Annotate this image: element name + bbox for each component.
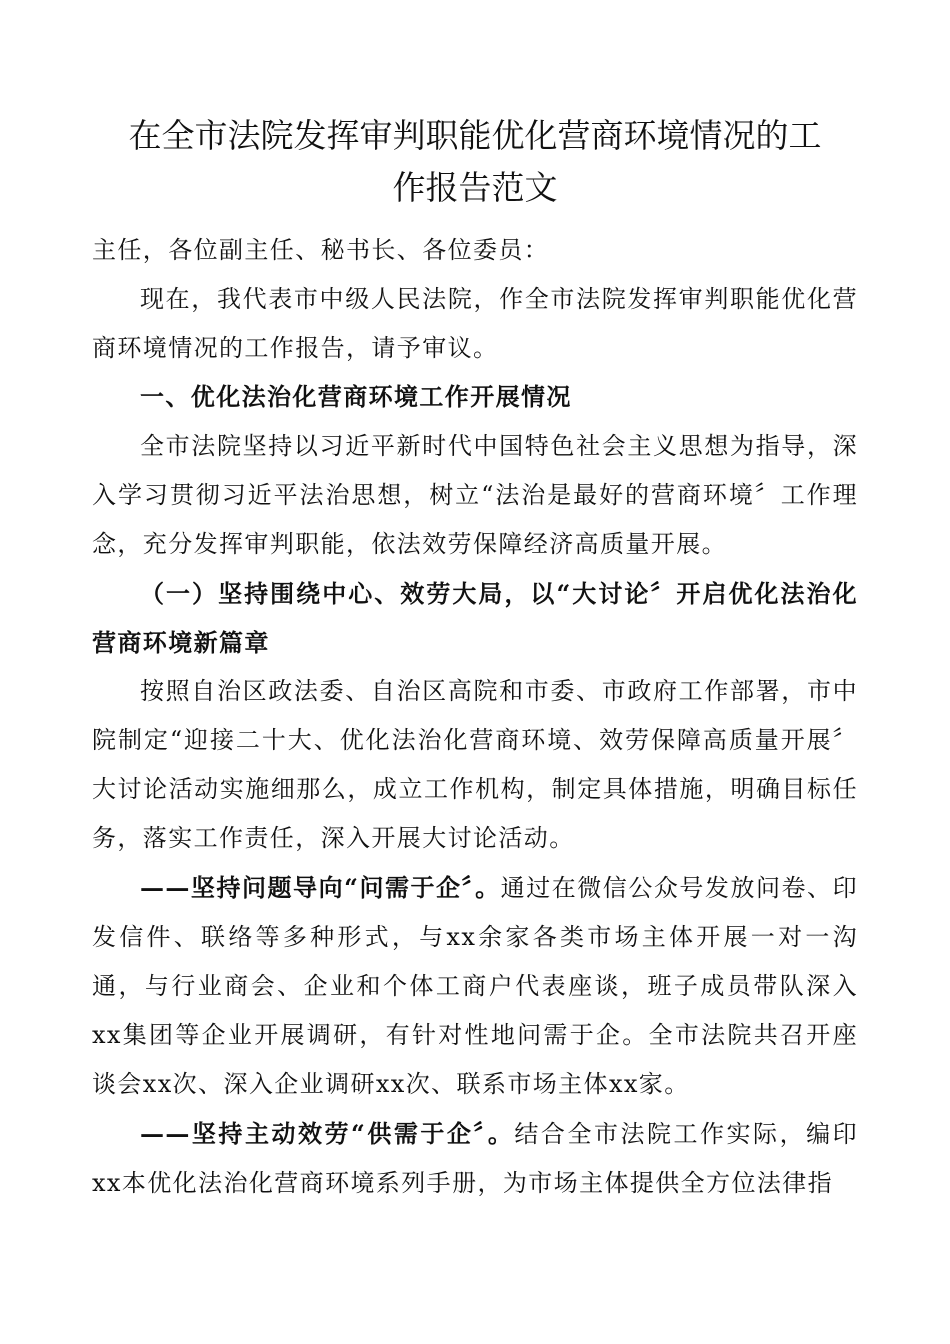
intro-paragraph: 现在，我代表市中级人民法院，作全市法院发挥审判职能优化营商环境情况的工作报告，请予审议。 xyxy=(92,285,858,362)
subsection-1-paragraph: 按照自治区政法委、自治区高院和市委、市政府工作部署，市中院制定“迎接二十大、优化法治化营商环境、效劳保障高质量开展〞大讨论活动实施细那么，成立工作机构，制定具体措施，明确目标任务，落实工作责任，深入开展大讨论活动。 xyxy=(92,677,858,852)
item-1-lead: ——坚持问题导向“问需于企〞。 xyxy=(140,873,501,902)
section-1-heading: 一、优化法治化营商环境工作开展情况 xyxy=(140,383,572,411)
item-1-paragraph xyxy=(92,863,858,1109)
item-2-body: 结合全市法院工作实际，编印xx本优化法治化营商环境系列手册，为市场主体提供全方位法律指 xyxy=(92,1120,858,1197)
title-line-2: 作报告范文 xyxy=(392,168,558,207)
document-title xyxy=(82,110,868,214)
title-line-1: 在全市法院发挥审判职能优化营商环境情况的工 xyxy=(128,116,822,155)
section-1-paragraph: 全市法院坚持以习近平新时代中国特色社会主义思想为指导，深入学习贯彻习近平法治思想，树立“法治是最好的营商环境〞工作理念，充分发挥审判职能，依法效劳保障经济高质量开展。 xyxy=(92,432,858,558)
item-2-lead: ——坚持主动效劳“供需于企〞。 xyxy=(140,1119,515,1148)
subsection-1-heading: （一）坚持围绕中心、效劳大局，以“大讨论〞开启优化法治化营商环境新篇章 xyxy=(92,579,858,657)
item-2-paragraph xyxy=(92,1109,858,1208)
salutation: 主任，各位副主任、秘书长、各位委员： xyxy=(92,236,550,264)
item-1-body: 通过在微信公众号发放问卷、印发信件、联络等多种形式，与xx余家各类市场主体开展一对一沟通，与行业商会、企业和个体工商户代表座谈，班子成员带队深入xx集团等企业开展调研，有针对性地问需于企。全市法院共召开座谈会xx次、深入企业调研xx次、联系市场主体xx家。 xyxy=(92,874,858,1098)
